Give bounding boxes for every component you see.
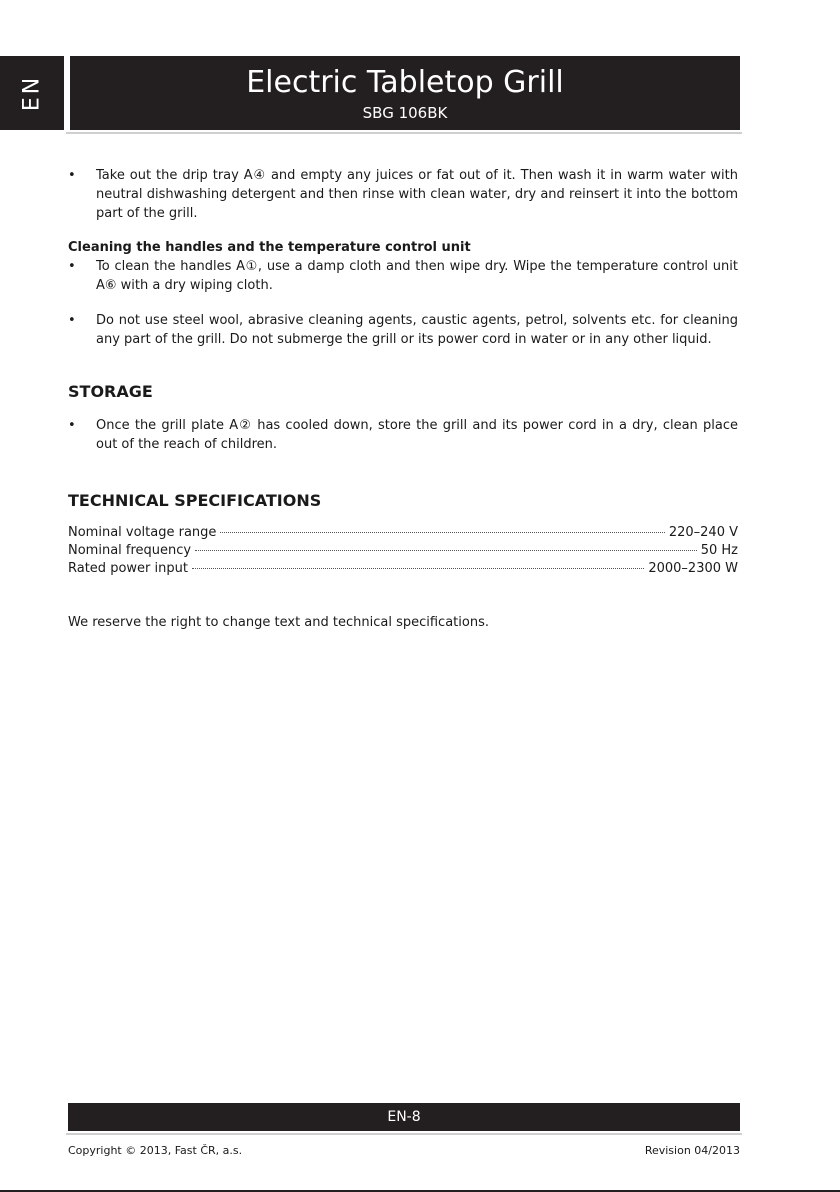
dot-leader [192, 568, 644, 569]
list-item [68, 166, 738, 223]
main-content [68, 166, 738, 632]
footer-shadow [66, 1133, 742, 1135]
revision-text: Revision 04/2013 [644, 1144, 740, 1157]
spec-row [68, 542, 738, 560]
spec-label: Rated power input [68, 561, 188, 576]
copyright-text: Copyright © 2013, Fast ČR, a.s. [68, 1144, 243, 1157]
cleaning-subheading: Cleaning the handles and the temperature control unit [68, 240, 471, 255]
storage-heading: STORAGE [68, 382, 153, 401]
page-number: EN-8 [387, 1109, 421, 1125]
bullet-dot: • [68, 168, 76, 183]
disclaimer-note: We reserve the right to change text and technical specifications. [68, 615, 489, 630]
list-item [68, 257, 738, 295]
bullet-dot: • [68, 313, 76, 328]
header-bar [70, 56, 740, 130]
language-label: EN [19, 74, 45, 112]
spec-value: 220–240 V [668, 525, 738, 540]
spec-label: Nominal voltage range [68, 525, 217, 540]
drip-tray-instruction: Take out the drip tray A④ and empty any juices or fat out of it. Then wash it in warm water with neutral dishwashing detergent and then rinse with clean water, dry and reinsert it into the bottom part of the grill. [96, 168, 738, 221]
tech-specs-heading: TECHNICAL SPECIFICATIONS [68, 491, 322, 510]
storage-instruction: Once the grill plate A② has cooled down, store the grill and its power cord in a dry, clean place out of the reach of children. [96, 418, 738, 452]
spec-label: Nominal frequency [68, 543, 192, 558]
list-item [68, 311, 738, 349]
dot-leader [195, 550, 697, 551]
dot-leader [220, 532, 664, 533]
header-shadow [66, 132, 742, 134]
spec-value: 2000–2300 W [648, 561, 738, 576]
bullet-dot: • [68, 418, 76, 433]
cleaning-warning: Do not use steel wool, abrasive cleaning agents, caustic agents, petrol, solvents etc. for cleaning any part of the grill. Do not submerge the grill or its power cord in water or in any other liquid. [96, 313, 738, 347]
model-number: SBG 106BK [362, 104, 448, 122]
spec-row [68, 524, 738, 542]
footer-bar [68, 1103, 740, 1131]
bullet-dot: • [68, 259, 76, 274]
handles-instruction: To clean the handles A①, use a damp cloth and then wipe dry. Wipe the temperature control unit A⑥ with a dry wiping cloth. [96, 259, 738, 293]
document-title: Electric Tabletop Grill [246, 65, 564, 100]
spec-row [68, 560, 738, 578]
spec-value: 50 Hz [700, 543, 738, 558]
list-item [68, 416, 738, 454]
